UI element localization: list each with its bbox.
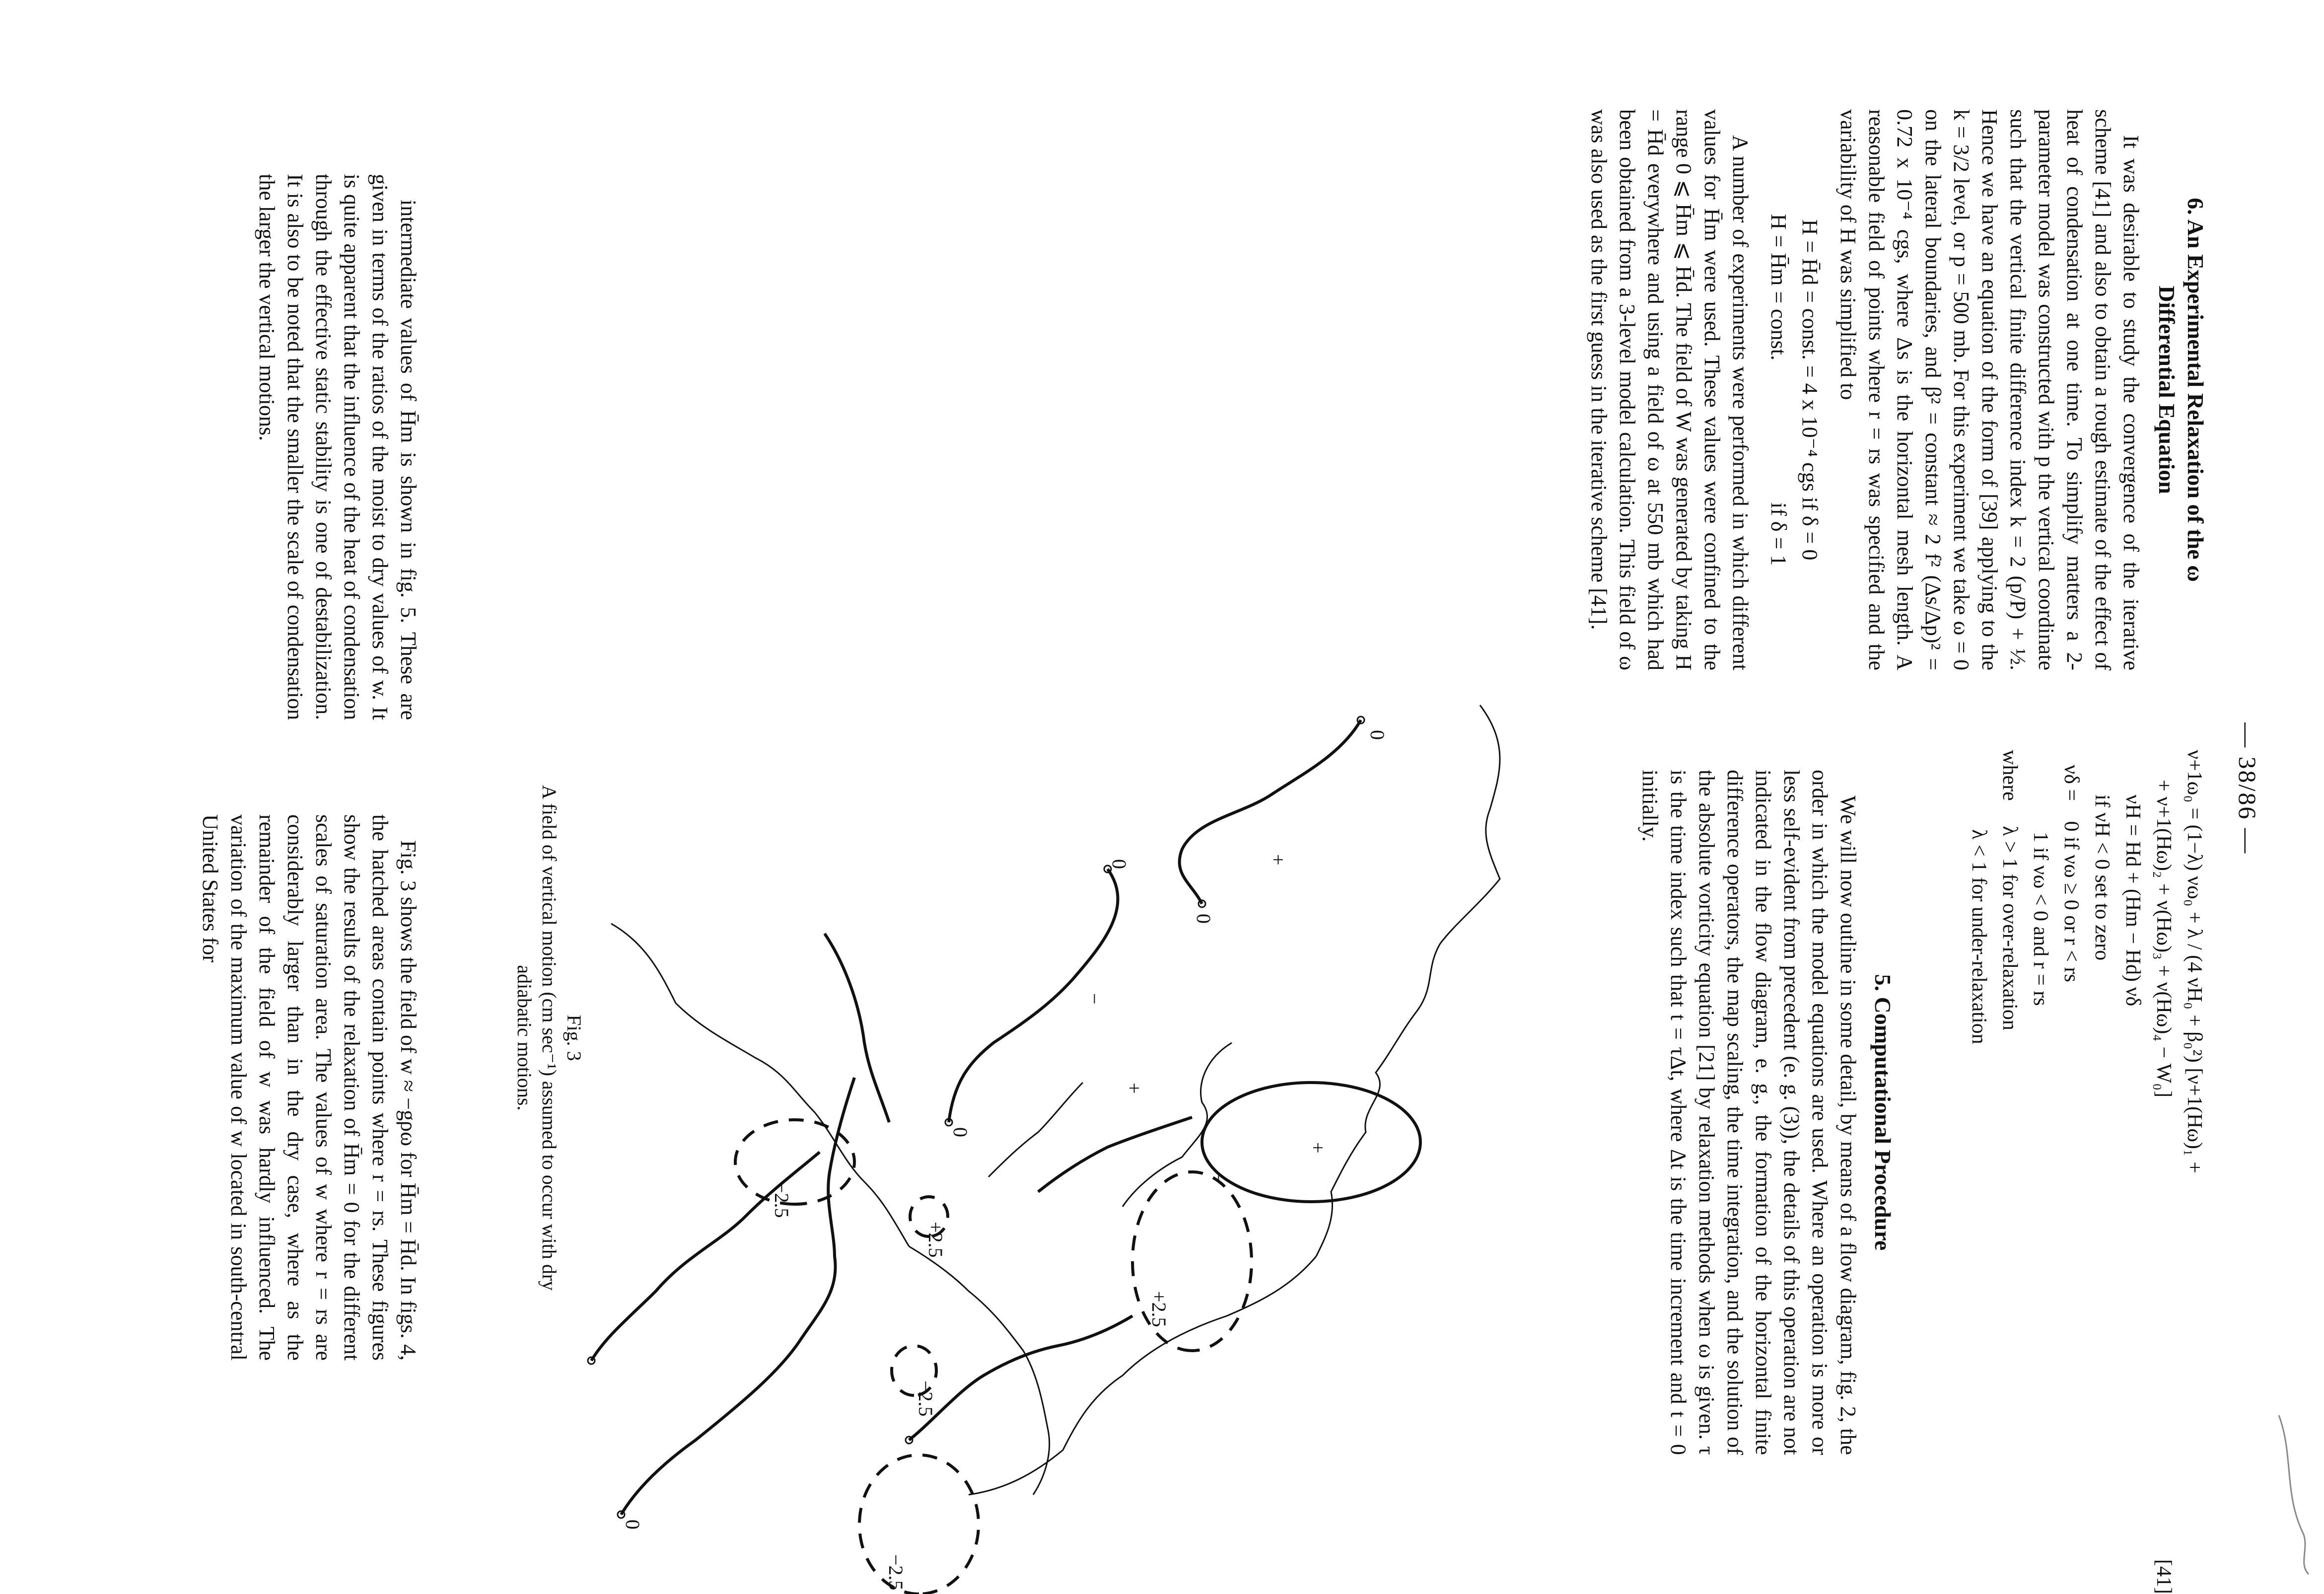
section-6-column [1585, 109, 2210, 670]
fig-3-caption-block [512, 765, 586, 1311]
section-5-paragraph: We will now outline in some detail, by means of a flow diagram, fig. 2, the order in which the model equations are used. Where an operation is more or less self-evident from precedent (e. g. (3)), the details of this operation are not indicated in the flow diagram, e. g., the formation of the horizontal finite difference operators, the map scaling, the time integration, and the solution of the absolute vorticity equation [21] by relaxation methods when ω is given. τ is the time index such that t = τΔt, where Δt is the time increment and t = 0 initially. [1638, 770, 1860, 1455]
equation-where-row [1994, 750, 2025, 1594]
equation-delta-case-0: 0 if νω ≥ 0 or r < rs [2060, 821, 2083, 982]
equation-delta-label: νδ = [2060, 765, 2083, 801]
label-minus25-1: −2.5 [771, 1182, 793, 1218]
equation-line-2: + ν+1(Hω)₂ + ν(Hω)₃ + ν(Hω)₄ − W₀] [2152, 780, 2175, 1097]
equation-delta-row-1 [2056, 750, 2087, 1594]
fig-3-vertical-motion-map [512, 646, 1927, 1591]
equation-41-block [1964, 750, 2210, 1594]
label-zero-4: 0 [949, 1127, 972, 1137]
label-zero-1: 0 [1366, 730, 1389, 740]
section-6-title-line1: 6. An Experimental Relaxation of the ω [2183, 198, 2208, 582]
equation-lambda-over: λ > 1 for over-relaxation [1998, 826, 2021, 1030]
fig-3-caption: A field of vertical motion (cm sec⁻¹) assumed to occur with dry adiabatic motions. [513, 785, 561, 1291]
section-6-paragraph-2: A number of experiments were performed in which different values for H̄m were used. These values were confined to the range 0 ⩽ H̄m ⩽ H̄d. The field of W was generated by taking H = H̄d everywhere and using a field of ω at 550 mb which had been obtained from a 3-level model calculation. This field of ω was also used as the first guess in the iterative scheme [41]. [1587, 109, 1753, 670]
equation-lambda-under: λ < 1 for under-relaxation [1968, 829, 1990, 1044]
label-minus-1: − [1083, 993, 1106, 1005]
equation-delta-case-1: 1 if νω < 0 and r = rs [2029, 832, 2052, 1006]
equation-line-3: νH = Hd + (Hm − Hd) νδ [2121, 795, 2144, 1007]
label-zero-3: 0 [1108, 859, 1130, 869]
bottom-paragraph-2: intermediate values of H̄m is shown in fig. 5. These are given in terms of the ratios of the moist to dry values of w. It is quite apparent that the influence of the heat of condensation through the effective static stability is one of destabilization. It is also to be noted that the smaller the scale of condensation the larger the vertical motions. [255, 174, 421, 720]
label-plus-1: + [1267, 854, 1289, 866]
page-number: — 38/86 — [2234, 723, 2261, 855]
label-plus25-1: +2.5 [924, 1222, 947, 1258]
label-plus-3: + [1123, 1083, 1145, 1094]
equation-line-4: if νH < 0 set to zero [2091, 795, 2113, 961]
equation-h-moist: H = H̄m = const. if δ = 1 [1766, 214, 1791, 566]
label-plus-2: + [1307, 1142, 1329, 1154]
equation-h-dry: H = H̄d = const. = 4 x 10⁻⁴ cgs if δ = 0 [1798, 219, 1822, 561]
section-6-title-line2: Differential Equation [2154, 286, 2180, 494]
contour-endpoints [588, 717, 1364, 1518]
bottom-left-column [253, 174, 423, 720]
section-5-title: 5. Computational Procedure [1870, 974, 1896, 1251]
bottom-right-column [196, 814, 423, 1361]
page-edge-mark [2274, 1415, 2314, 1574]
dashed-contours [735, 1120, 1252, 1594]
label-plus25-2: +2.5 [1148, 1291, 1170, 1327]
fig-3-label: Fig. 3 [563, 1014, 585, 1061]
section-6-paragraph-1: It was desirable to study the convergence of the iterative scheme [41] and also to obtain a rough estimate of the effect of heat of condensation at one time. To simplify matters a 2-parameter model was constructed with p the vertical coordinate such that the vertical finite difference index k = 2 (p/P) + ½. Hence we have an equation of the form of [39] applying to the k = 3/2 level, or p = 500 mb. For this experiment we take ω = 0 on the lateral boundaries, and β² = constant ≈ 2 f² (Δs/Δp)² = 0.72 x 10⁻⁴ cgs, where Δs is the horizontal mesh length. A reasonable field of points where r = rs was specified and the variability of H was simplified to [1836, 109, 2143, 670]
dashed-contour-lower [859, 1455, 979, 1594]
contour-lines [591, 720, 1361, 1515]
label-minus25-3: −2.5 [885, 1554, 907, 1591]
map-outline [611, 705, 1500, 1495]
equation-line-1: ν+1ω₀ = (1−λ) νω₀ + λ / (4 νH₀ + β₀²) [ν+1(Hω)₁ + [2183, 750, 2206, 1173]
label-zero-2: 0 [1193, 914, 1215, 924]
bottom-paragraph-1: Fig. 3 shows the field of w ≈ −gρω for H̄m = H̄d. In figs. 4, the hatched areas contain points where r = rs. These figures show the results of the relaxation of H̄m = 0 for the different scales of saturation area. The values of w where r = rs are considerably larger than in the dry case, where as the remainder of the field of w was hardly influenced. The variation of the maximum value of w located in south-central United States for [198, 814, 421, 1361]
label-zero-5: 0 [622, 1520, 644, 1529]
equation-41-number: [41] [2152, 1559, 2175, 1594]
label-minus-2: − [1207, 1172, 1230, 1183]
equation-where-label: where [1998, 750, 2021, 801]
label-minus25-2: −2.5 [915, 1380, 937, 1417]
